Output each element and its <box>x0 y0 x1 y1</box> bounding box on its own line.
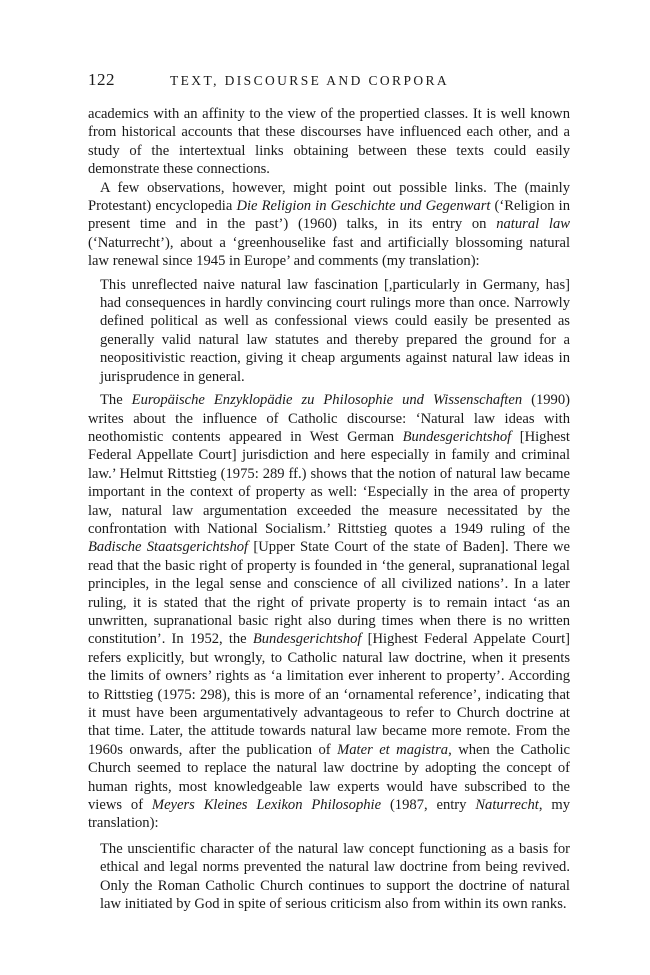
text-span: [Highest Federal Appelate Court] refers explicitly, but wrongly, to Catholic natural law doctrine, when it presents the limits of owners’ rights as ‘a limitation ever inherent to property’. According to Rittstieg (1975: 298), this is more of an ‘ornamental reference’, indicating that it must have been argumentatively advantageous to refer to Church doctrine at that time. Later, the attitude towards natural law became more remote. From the 1960s onwards, after the publication of <box>88 631 570 758</box>
court-name: Badische Staatsgerichtshof <box>88 539 249 556</box>
text-span: The <box>100 392 132 409</box>
entry-term: natural law <box>496 216 570 233</box>
block-quote-2: The unscientific character of the natural law concept functioning as a basis for ethical and legal norms prevented the natural law doctrine from being revived. Only the Roman Catholic Church continues to support the doctrine of natural law initiated by God in spite of serious criticism also from within its own ranks. <box>100 840 570 913</box>
block-quote-1: This unreflected naive natural law fascination [,particularly in Germany, has] had consequences in hardly convincing court rulings more than once. Narrowly defined political as well as confessional views could easily be presented as generally valid natural law statutes and thereby prepared the ground for a neopositivistic reaction, giving it cheap arguments against natural law ideas in jurisprudence in general. <box>100 276 570 385</box>
text-span: (‘Religion in present time and in the past’) (1960) talks, in its entry on <box>88 198 570 233</box>
book-page <box>88 70 570 918</box>
text-span: , when the Catholic Church seemed to replace the natural law doctrine by adopting the concept of human rights, most knowledgeable law experts would have subscribed to the views of <box>88 741 570 814</box>
document-title: Mater et magistra <box>337 741 449 758</box>
paragraph-text: academics with an affinity to the view of the propertied classes. It is well known from historical accounts that these discourses have influenced each other, and a study of the intertextual links obtaining between these texts could easily demonstrate these connections. <box>88 106 570 178</box>
paragraph-encyclopedia <box>88 179 570 271</box>
text-span: [Highest Federal Appellate Court] jurisdiction and here especially in family and criminal law.’ Helmut Rittstieg (1975: 289 ff.) shows that the notion of natural law became important in the context of property as well: ‘Especially in the area of property law, natural law argumentation exceeded the measure necessitated by the confrontation with National Socialism.’ Rittstieg quotes a 1949 ruling of the <box>88 428 570 537</box>
body-text <box>88 105 570 913</box>
text-span: A few observations, however, might point out possible links. The (mainly Protestant) encyclopedia <box>88 179 570 215</box>
text-span: (1990) writes about the influence of Catholic discourse: ‘Natural law ideas with neothomistic contents appeared in West German <box>88 392 570 445</box>
book-title: Europäische Enzyklopädie zu Philosophie und Wissenschaften <box>131 392 523 409</box>
book-title: Meyers Kleines Lexikon Philosophie <box>151 797 382 814</box>
page-number: 122 <box>88 70 115 89</box>
paragraph-continuation <box>88 105 570 179</box>
running-head <box>88 70 570 100</box>
text-span: [Upper State Court of the state of Baden]. There we read that the basic right of property is founded in ‘the general, supranational legal principles, in the legal sense and conscience of all civilized nations’. In a later ruling, it is stated that the right of private property is to remain intact ‘as an unwritten, supranational basic right also during times when there is no written constitution’. In 1952, the <box>88 539 570 648</box>
text-span: (1987, entry <box>381 797 476 814</box>
running-title: TEXT, DISCOURSE AND CORPORA <box>170 73 450 88</box>
book-title: Die Religion in Geschichte und Gegenwart <box>236 198 491 215</box>
entry-term: Naturrecht <box>475 797 539 814</box>
text-span: (‘Naturrecht’), about a ‘greenhouselike fast and artificially blossoming natural law renewal since 1945 in Europe’ and comments (my translation): <box>88 234 570 270</box>
paragraph-catholic-discourse <box>88 391 570 833</box>
court-name: Bundesgerichtshof <box>402 428 512 445</box>
text-span: , my translation): <box>88 797 570 832</box>
court-name: Bundesgerichtshof <box>252 631 362 648</box>
